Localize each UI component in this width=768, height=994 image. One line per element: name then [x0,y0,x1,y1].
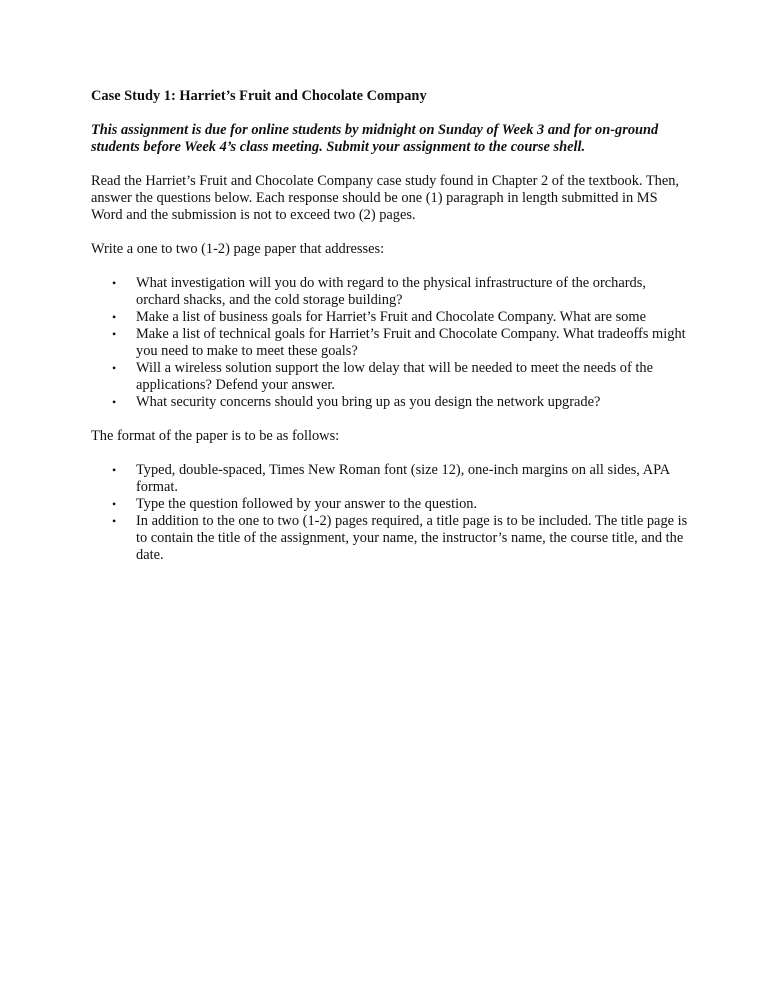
question-text: Make a list of business goals for Harriet’s Fruit and Chocolate Company. What are some [136,309,646,325]
list-item [91,513,691,564]
question-text: What investigation will you do with regard to the physical infrastructure of the orchards, orchard shacks, and the cold storage building? [136,275,646,308]
format-text: In addition to the one to two (1-2) pages required, a title page is to be included. The title page is to contain the title of the assignment, your name, the instructor’s name, the course title, and the date. [136,513,688,563]
list-item [91,394,691,411]
format-text: Typed, double-spaced, Times New Roman font (size 12), one-inch margins on all sides, APA format. [136,462,670,495]
bullet-icon: • [112,361,117,375]
list-item [91,275,691,309]
list-item [91,496,691,513]
list-item [91,360,691,394]
list-item [91,309,691,326]
bullet-icon: • [112,497,117,511]
question-text: Will a wireless solution support the low delay that will be needed to meet the needs of the applications? Defend your answer. [136,360,653,393]
list-item [91,462,691,496]
question-text: Make a list of technical goals for Harriet’s Fruit and Chocolate Company. What tradeoffs might you need to make to meet these goals? [136,326,686,359]
questions-list [91,275,691,411]
bullet-icon: • [112,327,117,341]
bullet-icon: • [112,310,117,324]
bullet-icon: • [112,395,117,409]
question-text: What security concerns should you bring up as you design the network upgrade? [136,394,601,410]
bullet-icon: • [112,463,117,477]
format-lead: The format of the paper is to be as follows: [91,428,340,444]
format-list [91,462,691,564]
bullet-icon: • [112,514,117,528]
questions-lead: Write a one to two (1-2) page paper that addresses: [91,241,385,257]
document-page [91,88,691,581]
intro-paragraph: Read the Harriet’s Fruit and Chocolate Company case study found in Chapter 2 of the textbook. Then, answer the questions below. Each response should be one (1) paragraph in length submitted in MS Word and the submission is not to exceed two (2) pages. [91,173,680,223]
document-title: Case Study 1: Harriet’s Fruit and Chocolate Company [91,88,427,104]
format-text: Type the question followed by your answer to the question. [136,496,478,512]
bullet-icon: • [112,276,117,290]
list-item [91,326,691,360]
due-date-notice: This assignment is due for online students by midnight on Sunday of Week 3 and for on-ground students before Week 4’s class meeting. Submit your assignment to the course shell. [91,122,659,155]
